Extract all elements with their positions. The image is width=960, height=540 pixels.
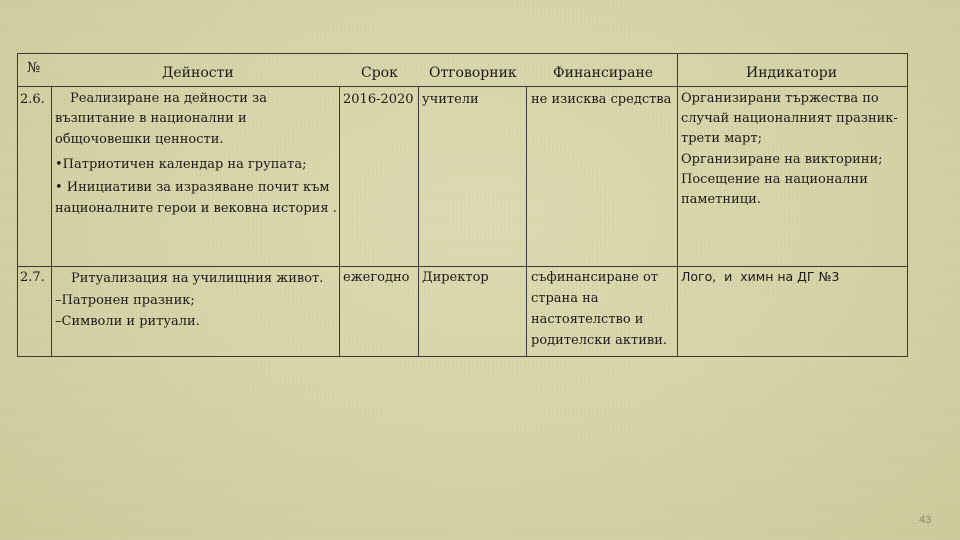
term-cell: ежегодно	[343, 270, 410, 285]
activity-line: –Патронен празник;	[55, 293, 195, 308]
activity-line: –Символи и ритуали.	[55, 314, 200, 329]
indicator-line: Организиране на викторини;	[681, 152, 883, 167]
indicator-line: случай националният празник-	[681, 111, 898, 126]
indicator-line: Организирани тържества по	[681, 91, 879, 106]
indicator-line: Посещение на национални	[681, 172, 868, 187]
financing-line: родителски активи.	[531, 333, 668, 348]
activity-line: Ритуализация на училищния живот.	[71, 271, 324, 286]
column-divider	[418, 86, 419, 357]
header-financing: Финансиране	[553, 65, 654, 81]
row-number: 2.7.	[20, 270, 45, 285]
financing-line: настоятелство и	[531, 312, 644, 327]
column-divider	[339, 86, 340, 357]
financing-cell: не изисква средства	[531, 92, 672, 107]
header-num: №	[27, 60, 41, 76]
activity-line: Реализиране на дейности за	[70, 91, 267, 106]
indicator-line: паметници.	[681, 192, 761, 207]
indicator-cell: Лого, и химн на ДГ №3	[681, 269, 840, 284]
header-activities: Дейности	[162, 65, 234, 81]
header-row-divider	[18, 86, 907, 87]
page-number: 43	[919, 514, 932, 526]
indicator-line: трети март;	[681, 131, 762, 146]
financing-line: страна на	[531, 291, 599, 306]
header-responsible: Отговорник	[429, 65, 517, 81]
column-divider	[526, 86, 527, 357]
responsible-cell: Директор	[422, 270, 489, 285]
column-divider	[51, 86, 52, 357]
row-number: 2.6.	[20, 92, 45, 107]
activity-line: националните герои и вековна история .	[55, 201, 337, 216]
term-cell: 2016-2020	[343, 92, 414, 107]
header-indicators: Индикатори	[746, 65, 838, 81]
column-divider	[677, 54, 678, 357]
activity-line: •Патриотичен календар на групата;	[55, 157, 307, 172]
responsible-cell: учители	[422, 92, 479, 107]
header-term: Срок	[361, 65, 398, 81]
financing-line: съфинансиране от	[531, 270, 658, 285]
activity-line: възпитание в национални и	[55, 111, 247, 126]
activity-line: общочовешки ценности.	[55, 132, 224, 147]
activity-line: • Инициативи за изразяване почит към	[55, 180, 330, 195]
